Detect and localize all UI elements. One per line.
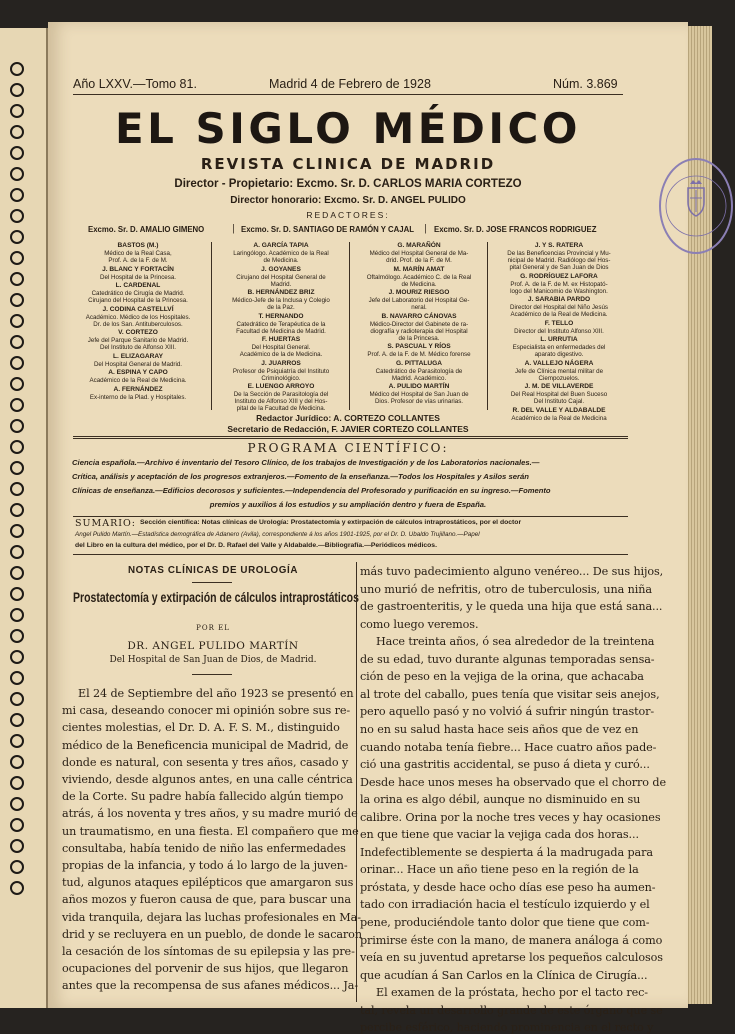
redactor-name: F. TELLO — [544, 319, 574, 327]
article-text-line: que acudían á San Carlos en la Clínica de Cirugía... — [360, 968, 648, 982]
redactor-name: F. HUERTAS — [261, 336, 301, 343]
redactor-description: Jefe del Laboratorio del Hospital Ge- — [368, 297, 470, 304]
redactor-name: J. CODINA CASTELLVÍ — [102, 305, 174, 313]
redactores-label: REDACTORES: — [306, 210, 390, 220]
legal-editor: Redactor Jurídico: A. CORTEZO COLLANTES — [256, 413, 440, 423]
binding-ring — [10, 335, 24, 349]
redactor-description: logo del Manicomio de Washington. — [510, 287, 608, 295]
binding-ring — [10, 62, 24, 76]
binding-ring — [10, 251, 24, 265]
redactor-description: Académico de la de Medicina. — [239, 351, 323, 358]
article-text-line: tud, algunos ataques epilépticos que amargaron sus — [62, 876, 354, 890]
binding-ring — [10, 776, 24, 790]
article-text-line: consultaba, había tenido de niño las enfermedades — [62, 841, 346, 855]
article-text-line: al trote del caballo, pues tenía que visitar seis anejos, — [360, 687, 660, 701]
binding-ring — [10, 125, 24, 139]
redactor-description: de Medicina. — [263, 257, 299, 264]
article-text-line: propias de la infancia, y todo á lo largo de la juven- — [62, 859, 348, 872]
binding-ring — [10, 146, 24, 160]
binding-ring — [10, 83, 24, 97]
article-text-line: la cesación de los síntomas de su epilepsia y las pre- — [62, 945, 355, 958]
redactor-description: Jefe de Clínica mental militar de — [514, 367, 604, 375]
redactor-description: De las Beneficencias Provincial y Mu- — [507, 250, 611, 257]
redactor-description: Médico-Jefe de la Inclusa y Colegio — [232, 297, 330, 304]
binding-ring — [10, 860, 24, 874]
redactor-description: Dios. Profesor de vías urinarias. — [374, 398, 464, 405]
article-text-line: próstata, y desde hace ocho días ese peso ha aumen- — [360, 880, 656, 894]
article-text-line: no en su salud hasta hace seis años que de vez en — [360, 722, 639, 736]
article-by: POR EL — [196, 624, 230, 632]
redactor-description: Catedrático de Parasitología de — [375, 367, 463, 375]
binding-ring — [10, 545, 24, 559]
article-text-line: ción de peso en la vejiga de la orina, que achacaba — [360, 670, 644, 684]
redactor-name: J. Y S. RATERA — [534, 242, 584, 249]
principal-sep-1: | — [232, 224, 236, 234]
redactor-description: Madrid. Académico. — [391, 374, 447, 382]
article-text-line: atrás, á los noventa y tres años, y su madre murió de — [62, 807, 358, 821]
redactor-description: aparato digestivo. — [534, 351, 584, 358]
article-text-line: ocupaciones del porvenir de sus hijos, que llegaron — [62, 962, 349, 976]
redactor-name: BASTOS (M.) — [117, 242, 159, 249]
binding-ring — [10, 503, 24, 517]
redactor-name: L. ELIZAGARAY — [113, 352, 163, 360]
article-text-line: años mozos y fueron causa de que, para buscar una — [62, 893, 351, 907]
article-text-line: un traumatismo, en una fiesta. El compañero que me — [62, 824, 359, 838]
article-text-line: percibe esférico, haciendo prominencia en el recto y — [360, 1021, 654, 1034]
place-date: Madrid 4 de Febrero de 1928 — [269, 77, 431, 91]
article-text-line: tado con irradiación hacia el testículo izquierdo y el — [360, 898, 650, 912]
binding-ring — [10, 230, 24, 244]
redactor-description: Académico de la Real de Medicina. — [89, 377, 187, 384]
programa-line-2: Crítica, análisis y aceptación de los progresos extranjeros.—Fomento de la enseñanza.—Todos los Hospitales y Asilos serán — [72, 472, 529, 481]
redactor-description: pital General y de San Juan de Dios — [509, 264, 609, 271]
issue-number: Núm. 3.869 — [553, 77, 618, 91]
binding-ring — [10, 104, 24, 118]
programa-line-4: premios y auxilios á los estudios y su ampliación dentro y fuera de España. — [209, 500, 487, 509]
article-text-line: pene, produciéndole tanto dolor que tiene que com- — [360, 916, 650, 929]
redactor-description: Ex-interno de la Plad. y Hospitales. — [89, 393, 187, 401]
sumario-top-rule — [73, 516, 628, 517]
redactor-description: Académico de la Real de Medicina — [511, 414, 607, 422]
redactor-description: Madrid. — [270, 280, 292, 288]
newspaper-page — [48, 22, 688, 1034]
article-text-line: primirse éste con la mano, de manera análoga á como — [360, 933, 663, 947]
binding-ring — [10, 461, 24, 475]
redactor-description: diografía y radioterapia del Hospital — [370, 327, 468, 335]
binding-ring — [10, 398, 24, 412]
binding-ring — [10, 650, 24, 664]
redactor-name: S. PASCUAL Y RÍOS — [387, 343, 451, 350]
redactor-name: T. HERNANDO — [258, 312, 304, 320]
article-text-line: Desde hace unos meses ha observado que el chorro de — [360, 775, 666, 789]
article-text-line: El examen de la próstata, hecho por el tacto rec- — [376, 986, 648, 1000]
director-line: Director - Propietario: Excmo. Sr. D. CARLOS MARIA CORTEZO — [174, 178, 522, 190]
article-text-line: cuando notaba tenía fiebre... Hace cuatro años pade- — [360, 740, 657, 754]
programa-line-3: Clínicas de enseñanza.—Edificios decorosos y suficientes.—Independencia del Profesorado y purificación en su ingreso.—Fomento — [72, 486, 551, 495]
binding-ring — [10, 377, 24, 391]
redactor-name: A. FERNÁNDEZ — [113, 385, 163, 393]
article-text-line: ció una gastritis accidental, se puso á dieta y curó... — [360, 758, 650, 772]
redactor-name: J. GOYANES — [261, 265, 301, 273]
col-divider-1 — [211, 242, 212, 410]
redactor-description: Médico-Director del Gabinete de ra- — [369, 320, 469, 328]
redactor-name: A. GARCÍA TAPIA — [253, 242, 309, 249]
article-author: DR. ANGEL PULIDO MARTÍN — [127, 640, 299, 652]
article-text-line: veía en su juventud apretarse los pequeños calculosos — [360, 951, 663, 965]
article-text-line: de su edad, tuvo durante algunas temporadas sensa- — [360, 652, 655, 666]
redactor-description: Del Real Hospital del Buen Suceso — [510, 391, 608, 398]
binding-ring — [10, 209, 24, 223]
article-text-line: Indefectiblemente se despierta á la madrugada para — [360, 845, 653, 859]
binding-ring — [10, 734, 24, 748]
binding-ring — [10, 356, 24, 370]
programa-title: PROGRAMA CIENTÍFICO: — [247, 441, 449, 455]
redactor-name: R. DEL VALLE Y ALDABALDE — [512, 406, 606, 414]
redactor-description: Del Instituto Cajal. — [533, 398, 585, 405]
sumario-line-1: Sección científica: Notas clínicas de Urología: Prostatectomía y extirpación de cálculos intraprostáticos, por el doctor — [140, 519, 522, 526]
redactor-description: De la Sección de Parasitología del — [233, 391, 329, 398]
redactor-name: B. NAVARRO CÁNOVAS — [381, 312, 457, 320]
binding-ring — [10, 167, 24, 181]
redactor-description: Del Hospital de la Princesa. — [99, 273, 176, 281]
redactor-description: Catedrático de Terapéutica de la — [236, 320, 326, 328]
redactor-description: Del Instituto de Alfonso XIII. — [99, 344, 176, 351]
honorary-director: Director honorario: Excmo. Sr. D. ANGEL PULIDO — [230, 195, 466, 206]
redactor-name: J. JUARROS — [261, 359, 301, 367]
article-title: Prostatectomía y extirpación de cálculos intraprostáticos — [73, 590, 359, 607]
redactor-name: E. LUENGO ARROYO — [247, 383, 315, 390]
redactor-name: M. MARÍN AMAT — [393, 265, 445, 273]
article-text-line: como luego veremos. — [360, 617, 479, 631]
sumario-label: SUMARIO: — [75, 518, 136, 529]
redactor-description: Académico de la Real de Medicina. — [510, 311, 608, 318]
principal-redactor-3: Excmo. Sr. D. JOSE FRANCOS RODRIGUEZ — [434, 225, 597, 234]
redactor-name: G. MARAÑÓN — [397, 242, 441, 249]
article-top-rule — [73, 554, 628, 555]
article-text-line: uno murió de nefritis, otro de tuberculosis, una niña — [360, 582, 652, 596]
redactor-name: A. PULIDO MARTÍN — [388, 383, 450, 390]
redactor-description: de la Princesa. — [398, 334, 440, 342]
redactor-description: Facultad de Medicina de Madrid. — [236, 327, 326, 335]
article-text-line: donde es natural, con sesenta y tres años, casado y — [62, 755, 349, 769]
redactor-description: Del Hospital General de Madrid. — [93, 360, 183, 368]
article-section: NOTAS CLÍNICAS DE UROLOGÍA — [128, 565, 298, 576]
redactor-description: Catedrático de Cirugía de Madrid. — [91, 290, 185, 297]
redactor-description: Médico del Hospital General de Ma- — [369, 250, 469, 257]
redactor-description: Criminológico. — [261, 374, 301, 382]
redactor-description: Prof. A. de la F. de M. Médico forense — [367, 351, 471, 358]
redactor-description: drid. Prof. de la F. de M. — [386, 257, 452, 264]
redactor-name: J. BLANC Y FORTACÍN — [102, 265, 174, 273]
redactor-name: L. CARDENAL — [115, 282, 161, 289]
binding-ring — [10, 314, 24, 328]
redactor-description: Médico del Hospital de San Juan de — [369, 391, 469, 398]
redactor-description: de la Paz. — [267, 304, 295, 311]
redactor-description: Director del Hospital del Niño Jesús — [509, 304, 608, 311]
binding-ring — [10, 419, 24, 433]
article-text-line: la orina es algo débil, aunque no disminuido en su — [360, 793, 641, 807]
binding-ring — [10, 839, 24, 853]
redactor-description: nicipal de Madrid. Radiólogo del Hos- — [507, 257, 611, 264]
article-affiliation: Del Hospital de San Juan de Dios, de Madrid. — [109, 655, 317, 665]
redactor-description: Oftalmólogo. Académico C. de la Real — [366, 273, 472, 281]
sumario-line-3: del Libro en la cultura del médico, por el Dr. D. Rafael del Valle y Aldabalde.—Bibliografía.—Periódicos médicos. — [75, 542, 437, 549]
binding-ring — [10, 524, 24, 538]
redactor-name: G. PITTALUGA — [395, 359, 443, 367]
redactor-name: J. MOURIZ RIESGO — [388, 289, 450, 296]
article-text-line: Hace treinta años, ó sea alrededor de la treintena — [376, 635, 655, 649]
programa-line-1: Ciencia española.—Archivo é inventario del Tesoro Clínico, de los trabajos de Investigación y de los Laboratorios nacionales.— — [72, 458, 540, 467]
article-text-line: cientes molestias, el Dr. D. A. F. S. M., distinguido — [62, 721, 340, 735]
redactor-description: Instituto de Alfonso XIII y del Hos- — [234, 398, 328, 405]
sumario-line-2: Angel Pulido Martín.—Estadística demográfica de Adanero (Avila), correspondiente á los años 1901-1925, por el Dr. D. Ubaldo Trujillano.—Papel — [75, 531, 480, 538]
article-text-line: viviendo, desde algunos antes, en una calle céntrica — [62, 773, 353, 786]
redactor-description: neral. — [411, 304, 427, 311]
article-text-line: drid y se recluyera en un pueblo, de donde le sacaron — [62, 927, 362, 941]
redactor-description: de Medicina. — [401, 280, 437, 288]
article-text-line: calibre. Orina por la noche tres veces y hay ocasiones — [360, 810, 661, 824]
binding-ring — [10, 713, 24, 727]
binding-ring — [10, 755, 24, 769]
programa-top-rule — [73, 436, 628, 437]
redactor-description: Académico. Médico de los Hospitales. — [85, 313, 191, 321]
header-rule — [73, 94, 623, 95]
redactor-description: Profesor de Psiquiatría del Instituto — [232, 367, 330, 375]
binding-ring — [10, 566, 24, 580]
article-text-line: en que tiene que vaciar la vejiga cada dos horas... — [360, 828, 639, 842]
redactor-name: V. CORTEZO — [118, 329, 158, 336]
binding-ring — [10, 629, 24, 643]
year-volume: Año LXXV.—Tomo 81. — [73, 77, 197, 91]
binding-ring — [10, 482, 24, 496]
previous-page-edge — [0, 28, 48, 1008]
col-divider-3 — [487, 242, 488, 410]
redactor-description: pital de la Facultad de Medicina. — [236, 405, 326, 412]
masthead-title: EL SIGLO MÉDICO — [114, 104, 582, 153]
redactor-description: Laringólogo. Académico de la Real — [233, 250, 329, 257]
binding-ring — [10, 188, 24, 202]
redactor-description: Director del Instituto Alfonso XIII. — [514, 327, 604, 335]
principal-sep-2: | — [424, 224, 428, 234]
masthead-subtitle: REVISTA CLINICA DE MADRID — [200, 155, 496, 173]
redactor-name: A. ESPINA Y CAPO — [108, 369, 168, 376]
redactor-name: A. VALLEJO NÁGERA — [524, 359, 594, 367]
binding-ring — [10, 587, 24, 601]
binding-ring — [10, 293, 24, 307]
secretary: Secretario de Redacción, F. JAVIER CORTEZO COLLANTES — [227, 424, 469, 434]
redactor-description: Ciempozuelos. — [538, 374, 580, 382]
article-text-line: de gastroenteritis, y le queda una hija que está sana... — [360, 600, 663, 614]
principal-redactor-1: Excmo. Sr. D. AMALIO GIMENO — [88, 225, 205, 234]
redactor-description: Cirujano del Hospital de la Princesa. — [88, 297, 188, 304]
section-underline — [192, 582, 232, 583]
binding-ring — [10, 797, 24, 811]
stamp-crest-icon — [661, 160, 731, 252]
library-stamp — [659, 158, 733, 254]
binding-ring — [10, 818, 24, 832]
author-underline — [192, 674, 232, 675]
binding-ring — [10, 272, 24, 286]
article-text-line: pero aquello pasó y no volvió á sufrir ningún trastor- — [360, 705, 655, 719]
redactor-description: Prof. A. de la F. de M. ex Histopató- — [510, 280, 608, 288]
redactor-description: Médico de la Real Casa, — [104, 250, 172, 257]
principal-redactor-2: Excmo. Sr. D. SANTIAGO DE RAMÓN Y CAJAL — [241, 225, 415, 234]
col-divider-2 — [349, 242, 350, 410]
article-text-line: tal, revela un desarrollo grande de este órgano que se — [360, 1003, 663, 1017]
article-text-line: de la Corte. Su padre había fallecido algún tiempo — [62, 790, 344, 804]
redactor-name: G. RODRÍGUEZ LAFORA — [520, 272, 598, 280]
redactor-description: Especialista en enfermedades del — [512, 344, 606, 351]
binding-ring — [10, 440, 24, 454]
redactor-name: B. HERNÁNDEZ BRIZ — [247, 289, 315, 296]
article-text-line: médico de la Beneficencia municipal de Madrid, de — [62, 738, 349, 752]
article-text-line: orinar... Hace un año tiene peso en la región de la — [360, 863, 639, 877]
article-text-line: El 24 de Septiembre del año 1923 se presentó en — [78, 687, 354, 700]
redactor-name: J. SARABIA PARDO — [527, 296, 591, 303]
redactor-description: Jefe del Parque Sanitario de Madrid. — [87, 337, 189, 344]
article-text-line: mi casa, deseando conocer mi opinión sobre sus re- — [62, 704, 351, 718]
redactor-description: Dr. de los San. Antituberculosos. — [93, 320, 183, 328]
binding-ring — [10, 692, 24, 706]
article-text-line: vida tranquila, dejara las luchas profesionales en Ma- — [62, 910, 361, 924]
binding-ring — [10, 671, 24, 685]
binding-ring — [10, 608, 24, 622]
article-text-line: antes que la recompensa de sus afanes médicos... Ja- — [62, 979, 359, 993]
redactor-description: Del Hospital General. — [251, 344, 311, 351]
redactor-description: Prof. A. de la F. de M. — [108, 257, 168, 264]
programa-top-rule-2 — [73, 438, 628, 439]
binding-ring — [10, 881, 24, 895]
article-text-line: más tuvo padecimiento alguno venéreo... De sus hijos, — [360, 565, 664, 578]
redactor-name: L. URRUTIA — [540, 336, 578, 343]
redactor-description: Cirujano del Hospital General de — [236, 273, 326, 281]
redactor-name: J. M. DE VILLAVERDE — [524, 383, 594, 390]
